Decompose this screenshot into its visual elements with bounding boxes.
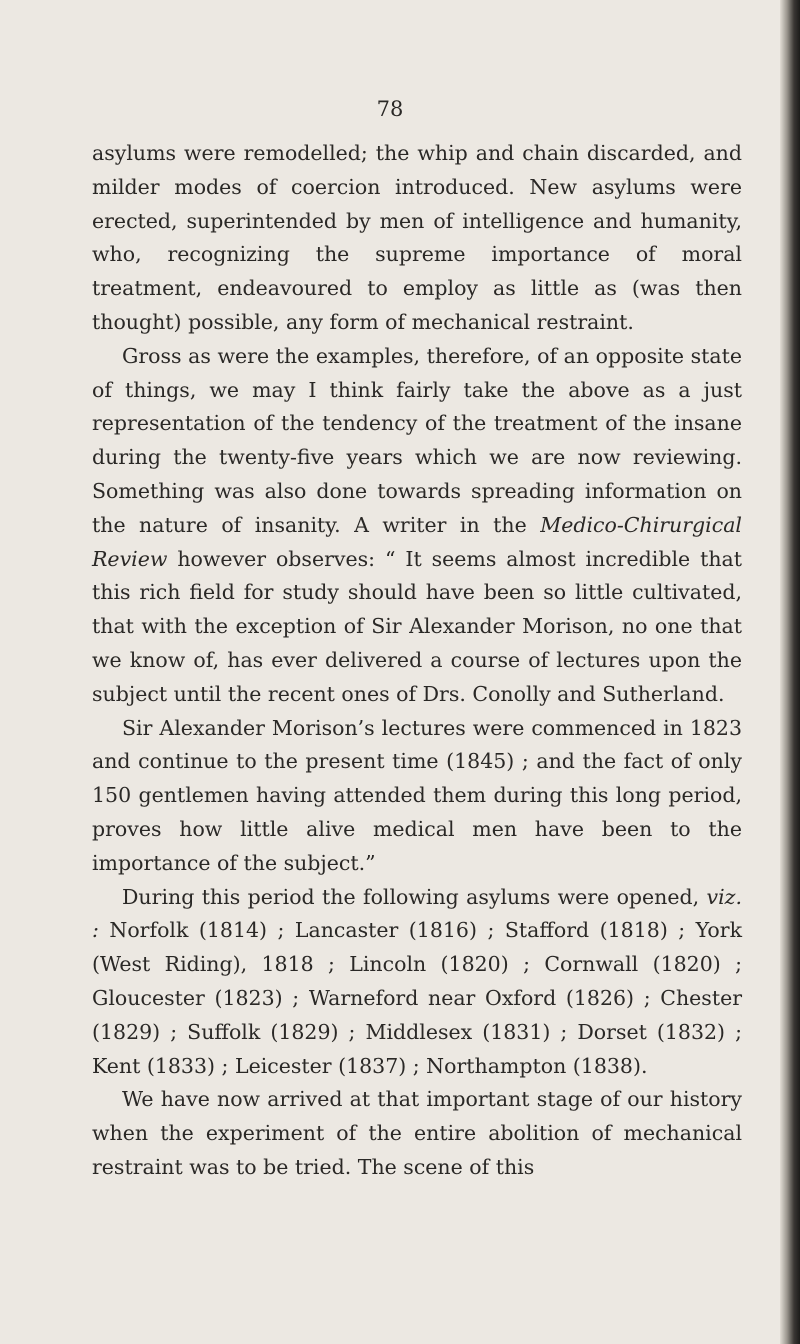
page-number: 78 [376,97,404,121]
viz-abbreviation: viz. : [92,884,742,943]
book-binding-edge [780,0,800,1344]
asylum-list: Norfolk (1814) ; Lancaster (1816) ; Stafford (1818) ; York (West Riding), 1818 ; Lincoln (1820) ; Cornwall (1820) ; Gloucester (1823) ; Warneford near Oxford (1826) ; Chester (1829) ; Suffolk (1829) ; Middlesex (1831) ; Dorset (1832) ; Kent (1833) ; Leicester (1837) ; Northampton (1838). [92,918,742,1078]
paragraph-3: Sir Alexander Morison’s lectures were commenced in 1823 and continue to the present time (1845) ; and the fact of only 150 gentlemen having attended them during this long period, proves how little alive medical men have been to the importance of the subject.” [92,715,742,875]
journal-title: Medico-Chirurgical Review [92,512,742,571]
body-text [92,137,742,1185]
paragraph-2-text-c: however observes: “ It seems almost incredible that this rich field for study should have been so little cultivated, that with the exception of Sir Alexander Morison, no one that we know of, has ever delivered a course of lectures upon the subject until the recent ones of Drs. Conolly and Sutherland. [92,546,742,706]
paragraph-5: We have now arrived at that important stage of our history when the experiment of the entire abolition of mechanical restraint was to be tried. The scene of this [92,1087,742,1179]
paragraph-4-text-a: During this period the following asylums were opened, [122,884,700,909]
paragraph-1: asylums were remodelled; the whip and chain discarded, and milder modes of coercion introduced. New asylums were erected, superintended by men of intelligence and humanity, who, recognizing the supreme importance of moral treatment, endeavoured to employ as little as (was then thought) possible, any form of mechanical restraint. [92,141,742,334]
paragraph-2-text-a: Gross as were the examples, therefore, of an opposite state of things, we may I think fairly take the above as a just representation of the tendency of the treatment of the insane during the twenty-five years which we are now reviewing. Something was also done towards spreading information on the nature of insanity. A writer in the [92,343,742,537]
paragraph-4 [92,881,742,1084]
paragraph-2 [92,340,742,712]
